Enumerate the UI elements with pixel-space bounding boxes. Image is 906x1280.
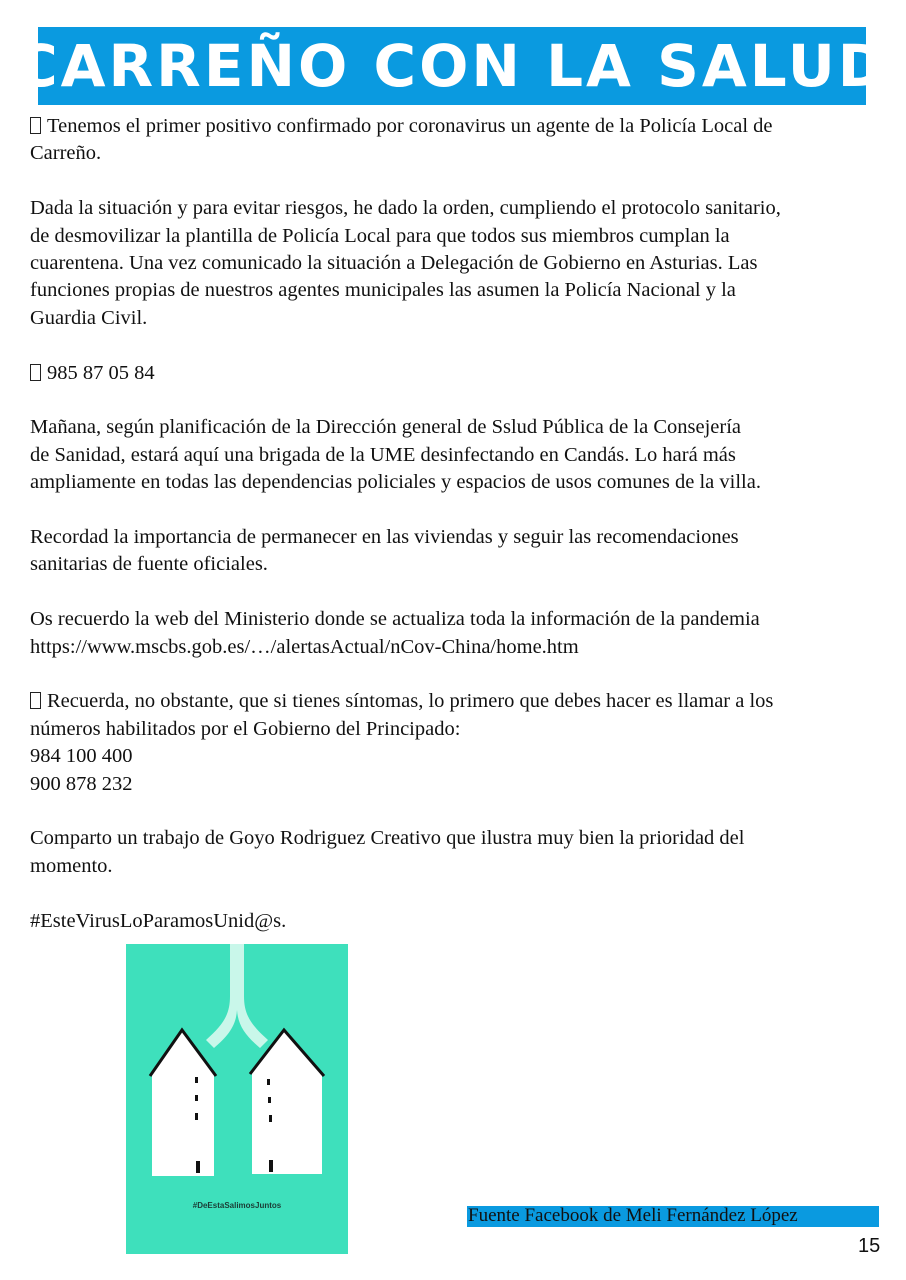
paragraph-recommendations: Recordad la importancia de permanecer en las viviendas y seguir las recomendaciones sanitarias de fuente oficiales. bbox=[30, 526, 739, 576]
paragraph-phone: 985 87 05 84 bbox=[30, 360, 875, 387]
paragraph-positive-case: Tenemos el primer positivo confirmado por coronavirus un agente de la Policía Local de Carreño. bbox=[30, 115, 773, 165]
missing-glyph-icon bbox=[30, 692, 41, 709]
right-house-shape bbox=[252, 1030, 322, 1174]
paragraph-share: Comparto un trabajo de Goyo Rodriguez Creativo que ilustra muy bien la prioridad del momento. bbox=[30, 827, 745, 877]
missing-glyph-icon bbox=[30, 117, 41, 134]
paragraph-hashtag: #EsteVirusLoParamosUnid@s. bbox=[30, 909, 287, 932]
page-title: CARREÑO CON LA SALUD bbox=[15, 32, 889, 100]
paragraph-ministry-web: Os recuerdo la web del Ministerio donde se actualiza toda la información de la pandemia https://www.mscbs.gob.es/…/alertasActual/nCov-China/home.htm bbox=[30, 606, 875, 661]
paragraph-ume-brigade: Mañana, según planificación de la Dirección general de Sslud Pública de la Consejería de Sanidad, estará aquí una brigada de la UME desinfectando en Candás. Lo hará más ampliamente en todas las dependencias policiales y espacios de usos comunes de la villa. bbox=[30, 416, 761, 494]
page-number: 15 bbox=[858, 1235, 881, 1257]
article-body bbox=[30, 113, 875, 935]
lung-trunk-shape bbox=[206, 944, 268, 1048]
left-house-shape bbox=[152, 1030, 214, 1176]
paragraph-symptoms: Recuerda, no obstante, que si tienes síntomas, lo primero que debes hacer es llamar a los números habilitados por el Gobierno del Principado: 984 100 400 900 878 232 bbox=[30, 690, 774, 795]
poster-hashtag-main: #DeEstaSalimosJuntos bbox=[192, 1201, 282, 1210]
poster-image bbox=[126, 944, 348, 1254]
source-credit: Fuente Facebook de Meli Fernández López bbox=[468, 1205, 798, 1226]
header-banner bbox=[15, 27, 889, 105]
paragraph-situation: Dada la situación y para evitar riesgos, he dado la orden, cumpliendo el protocolo sanitario, de desmovilizar la plantilla de Policía Local para que todos sus miembros cumplan la cuarentena. Una vez comunicado la situación a Delegación de Gobierno en Asturias. Las funciones propias de nuestros agentes municipales las asumen la Policía Nacional y la Guardia Civil. bbox=[30, 197, 781, 329]
ministry-link[interactable]: https://www.mscbs.gob.es/…/alertasActual/nCov-China/home.htm bbox=[30, 635, 579, 658]
missing-glyph-icon bbox=[30, 364, 41, 381]
